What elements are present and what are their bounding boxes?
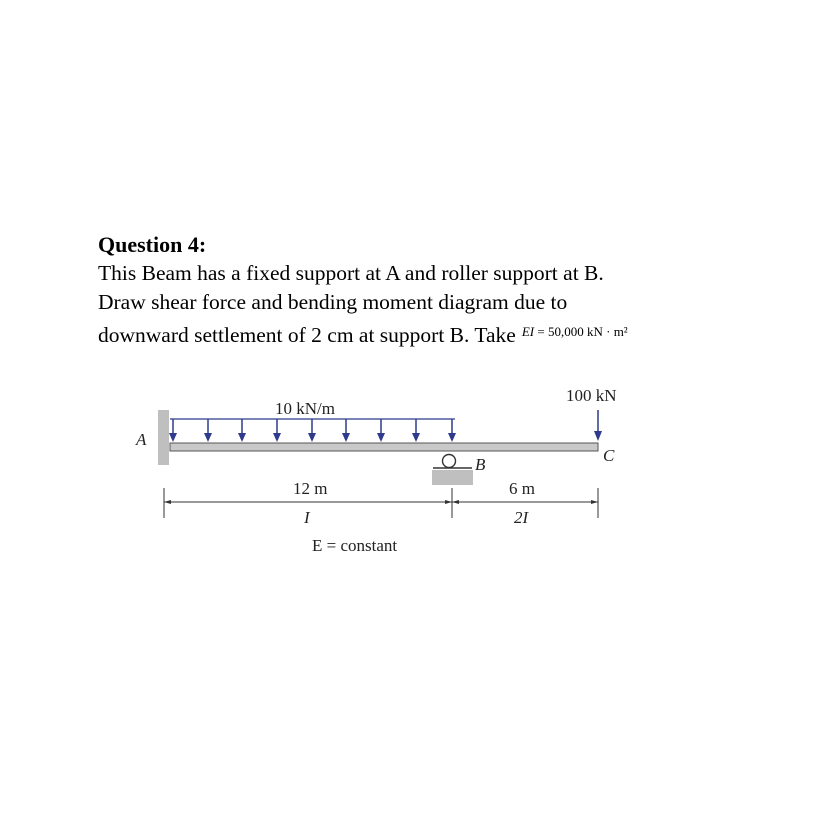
question-title: Question 4: (98, 232, 207, 257)
ei-variable: EI (521, 324, 535, 339)
udl-arrow (273, 419, 281, 442)
udl-arrow (238, 419, 246, 442)
elasticity-note: E = constant (312, 536, 398, 555)
ei-value: = 50,000 kN · m² (537, 324, 628, 339)
question-line-2: Draw shear force and bending moment diagram due to (98, 290, 568, 314)
udl-arrows (169, 419, 456, 442)
udl-arrow (377, 419, 385, 442)
dimension-arrow-a (164, 500, 171, 504)
dimension-arrow-b-left (445, 500, 452, 504)
question-line-3-text: downward settlement of 2 cm at support B. Take (98, 323, 516, 347)
span-ab-inertia: I (304, 508, 310, 527)
udl-arrow (412, 419, 420, 442)
udl-arrow (342, 419, 350, 442)
span-bc-inertia: 2I (514, 508, 529, 527)
roller-ground (432, 470, 473, 485)
udl-arrow (169, 419, 177, 442)
roller-wheel (443, 455, 456, 468)
udl-label: 10 kN/m (275, 399, 335, 418)
dimension-arrow-b-right (452, 500, 459, 504)
udl-arrow (308, 419, 316, 442)
span-bc-length: 6 m (509, 479, 535, 498)
label-point-b: B (475, 455, 486, 474)
span-ab-length: 12 m (293, 479, 328, 498)
question-line-1: This Beam has a fixed support at A and roller support at B. (98, 261, 604, 285)
point-load-arrowhead (594, 431, 602, 441)
udl-arrow (448, 419, 456, 442)
point-load-label: 100 kN (566, 386, 617, 405)
fixed-support-wall (158, 410, 169, 465)
beam (170, 443, 598, 451)
dimension-arrow-c (591, 500, 598, 504)
udl-arrow (204, 419, 212, 442)
label-point-a: A (136, 430, 147, 449)
label-point-c: C (603, 446, 615, 465)
